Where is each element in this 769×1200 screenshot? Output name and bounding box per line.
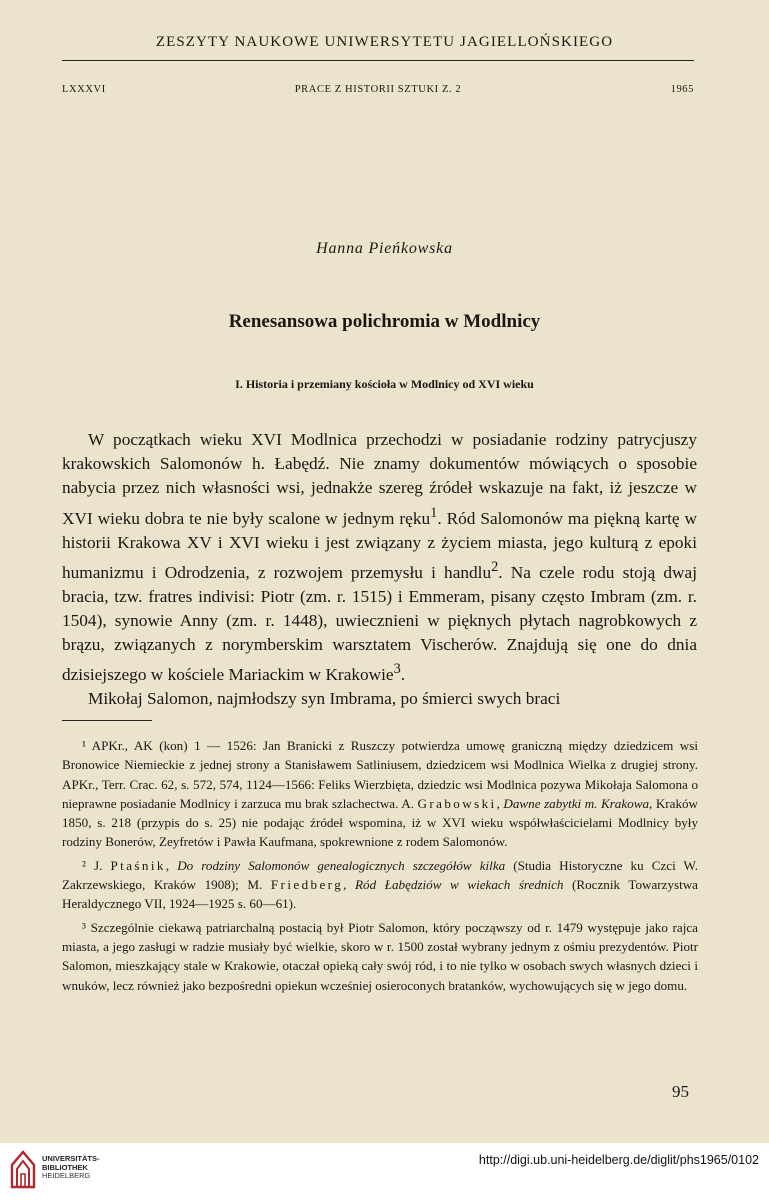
paragraph-text: . [400, 665, 406, 685]
paragraph: Mikołaj Salomon, najmłodszy syn Imbrama, po śmierci swych braci [88, 689, 561, 709]
footnote-text: ¹ APKr., AK (kon) 1 — 1526: Jan Branicki z Ruszczy potwierdza umowę graniczną między dziedzicem wsi Bronowice Niemieckie z jednej strony a Stanisławem Satliniusem, dziedzicem wsi Modlnica Wielka z drugiej strony. APKr., Terr. Crac. 62, s. 572, 574, 1124—1566: Feliks Wierzbięta, dziedzic wsi Modlnica pozywa Mikołaja Salomona o nieprawne posiadanie Modlnicy i zarzuca mu brak szlachectwa. A. [62, 738, 698, 811]
footnote-1 [62, 736, 698, 852]
footnote-text: ² J. [82, 857, 103, 873]
footnote-text: , [496, 795, 500, 811]
footnote-text: , [165, 857, 170, 873]
footnote-2 [62, 856, 698, 914]
footnote-rule [62, 720, 152, 721]
footnote-author: Ptaśnik [110, 857, 166, 873]
footnote-work-title: Dawne zabytki m. Krakowa [503, 795, 649, 811]
footnote-work-title: Ród Łabędziów w wiekach średnich [355, 877, 564, 893]
footnote-author: Grabowski [417, 795, 497, 811]
volume-number: LXXXVI [62, 84, 106, 95]
article-title: Renesansowa polichromia w Modlnicy [228, 311, 541, 332]
footnote-3: ³ Szczególnie ciekawą patriarchalną postacią był Piotr Salomon, który począwszy od r. 1479 występuje jako rajca miasta, a jego zasługi w radzie musiały być wielkie, skoro w r. 1500 został wybrany jednym z ośmiu prezydentów. Piotr Salomon, mieszkający stale w Krakowie, otaczał opieką cały swój ród, i to nie tylko w osobach swych własnych dzieci i wnuków, lecz również jako bezpośredni opiekun wcześniej osieroconych bratanków, wychowujących się w jego domu. [62, 919, 698, 993]
paragraph-text: . Ród Salomonów ma piękną kartę w historii Krakowa XV i XVI wieku i jest związany z życiem miasta, jego kulturą z epoki humanizmu i Odrodzenia, z rozwojem przemysłu i handlu [62, 508, 698, 582]
library-logo-icon[interactable] [8, 1149, 38, 1189]
library-name-line: UNIVERSITÄTS- [42, 1154, 100, 1163]
library-name [42, 1155, 100, 1181]
footer-bar [0, 1143, 769, 1200]
journal-title: ZESZYTY NAUKOWE UNIWERSYTETU JAGIELLOŃSKIEGO [155, 34, 614, 50]
series-title: PRACE Z HISTORII SZTUKI Z. 2 [294, 84, 462, 95]
footnote-text: (Rocznik Towarzystwa Heraldycznego VII, 1924—1925 s. 60—61). [62, 877, 698, 912]
footnote-author: Friedberg [270, 877, 344, 893]
publication-year: 1965 [670, 84, 694, 95]
footnote-text: , [343, 877, 347, 893]
body-text [62, 428, 697, 712]
footnotes [62, 736, 698, 999]
permalink-url[interactable]: http://digi.ub.uni-heidelberg.de/diglit/phs1965/0102 [478, 1153, 759, 1167]
paragraph-text: W początkach wieku XVI Modlnica przechodzi w posiadanie rodziny patrycjuszy krakowskich Salomonów h. Łabędź. Nie znamy dokumentów mówiących o sposobie nabycia przez nich własności wsi, jednakże szereg źródeł wskazuje na fakt, iż jeszcze w XVI wieku dobra te nie były scalone w jednym ręku [62, 430, 697, 528]
header-rule [62, 60, 694, 61]
footnote-ref: 3 [393, 661, 401, 678]
library-name-line: BIBLIOTHEK [42, 1162, 88, 1172]
article-author: Hanna Pieńkowska [316, 240, 453, 257]
paragraph-text: . Na czele rodu stoją dwaj bracia, tzw. fratres indivisi: Piotr (zm. r. 1515) i Emmeram, pisany często Imbram (zm. r. 1504), synowie Anny (zm. r. 1448), uwiecznieni w pięknych płytach nagrobkowych z brązu, związanych z norymberskim warsztatem Vischerów. Znajdują się one do dnia dzisiejszego w kościele Mariackim w Krakowie [62, 562, 697, 685]
footnote-text: (Studia Historyczne ku Czci W. Zakrzewskiego, Kraków 1908); M. [62, 857, 698, 893]
page-number: 95 [672, 1082, 689, 1101]
paragraph [62, 428, 697, 687]
footnote-work-title: Do rodziny Salomonów genealogicznych szczegółów kilka [177, 857, 506, 873]
footnote-text: , Kraków 1850, s. 218 (przypis do s. 25) nie podając źródeł wspomina, iż w XVI wieku współwłaścicielami Modlnicy były rodziny Bonerów, Zeyfretów i Pawła Kaufmana, spokrewnione z rodem Salomonów. [62, 795, 698, 850]
footnote-ref: 1 [430, 504, 438, 521]
section-heading: I. Historia i przemiany kościoła w Modlnicy od XVI wieku [235, 377, 534, 391]
library-name-line: HEIDELBERG [42, 1171, 91, 1180]
footnote-ref: 2 [491, 558, 499, 575]
